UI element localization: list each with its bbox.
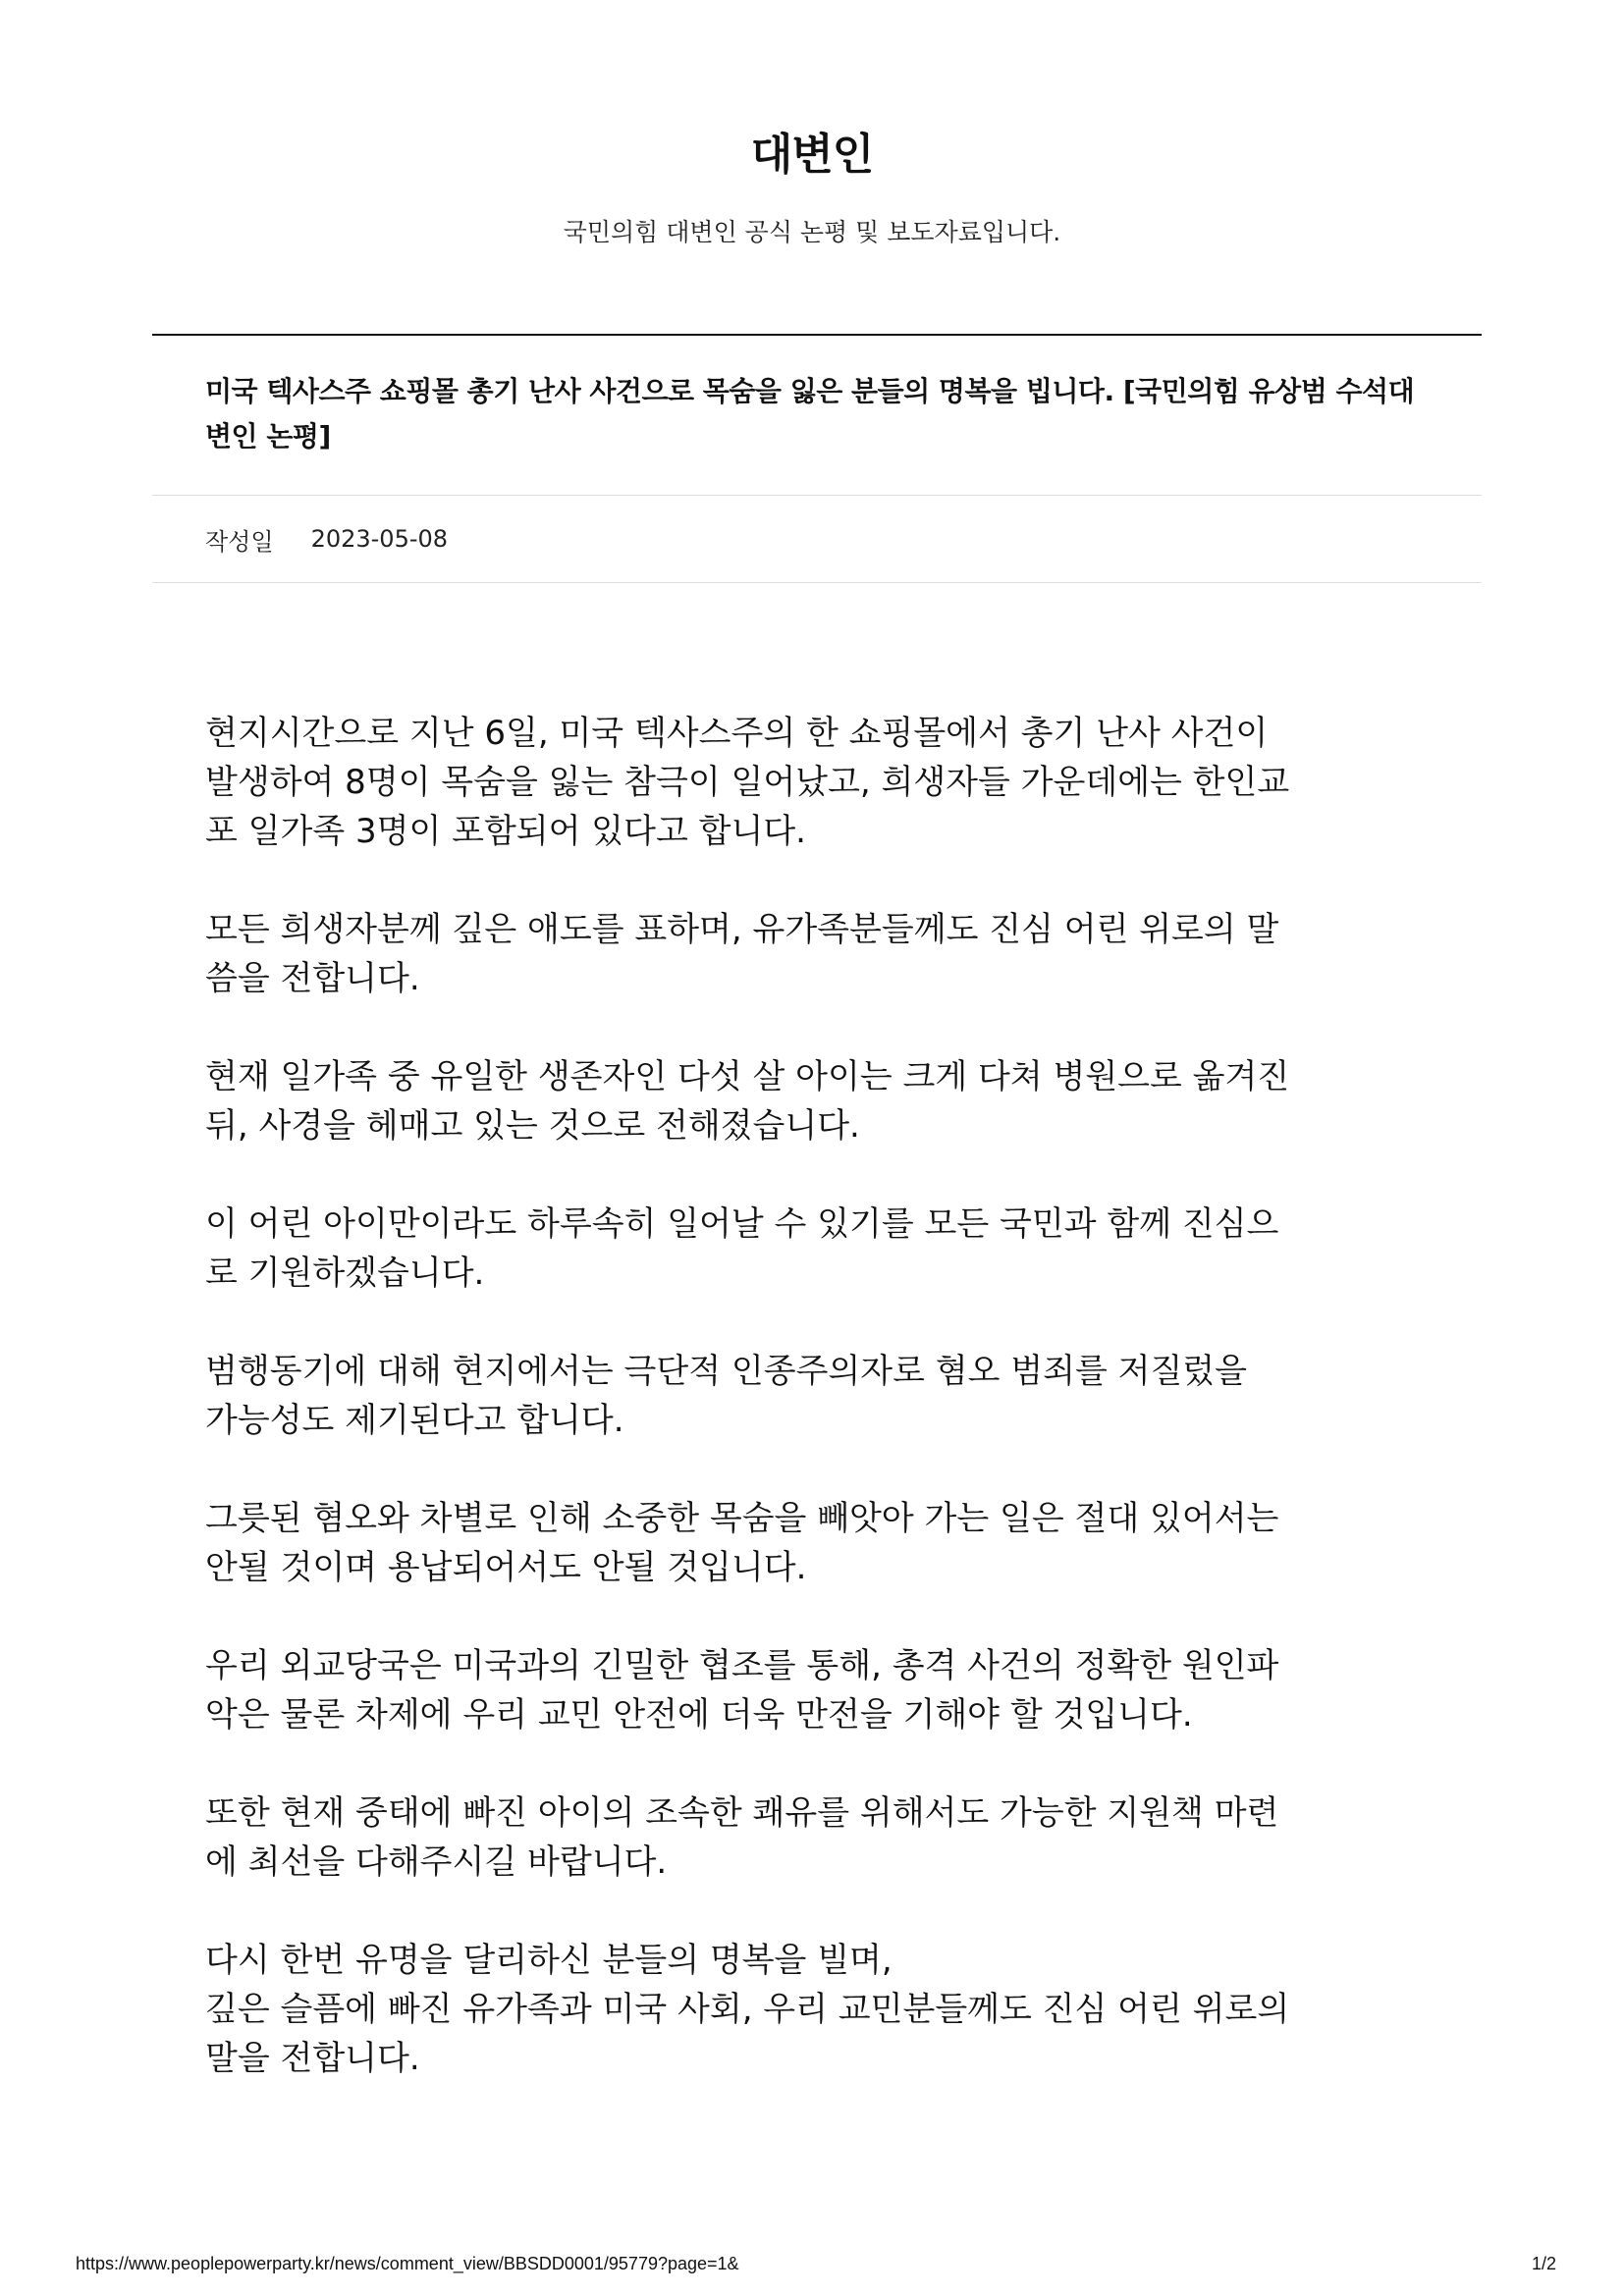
page-title: 대변인 xyxy=(750,130,874,180)
date-label: 작성일 xyxy=(205,527,274,556)
date-value: 2023-05-08 xyxy=(310,525,449,553)
paragraph: 현재 일가족 중 유일한 생존자인 다섯 살 아이는 크게 다쳐 병원으로 옮겨진 뒤, 사경을 헤매고 있는 것으로 전해졌습니다. xyxy=(205,1057,1290,1146)
paragraph: 범행동기에 대해 현지에서는 극단적 인종주의자로 혐오 범죄를 저질렀을 가능성도 제기된다고 합니다. xyxy=(205,1352,1247,1440)
meta-row xyxy=(152,496,1482,582)
paragraph: 이 어린 아이만이라도 하루속히 일어날 수 있기를 모든 국민과 함께 진심으 로 기원하겠습니다. xyxy=(205,1204,1279,1293)
article-body xyxy=(205,709,1472,2132)
paragraph: 현지시간으로 지난 6일, 미국 텍사스주의 한 쇼핑몰에서 총기 난사 사건이 발생하여 8명이 목숨을 잃는 참극이 일어났고, 희생자들 가운데에는 한인교 포 일가족 3명이 포함되어 있다고 합니다. xyxy=(205,714,1290,851)
paragraph: 모든 희생자분께 깊은 애도를 표하며, 유가족분들께도 진심 어린 위로의 말 씀을 전합니다. xyxy=(205,910,1279,998)
paragraph: 다시 한번 유명을 달리하신 분들의 명복을 빌며, 깊은 슬픔에 빠진 유가족과 미국 사회, 우리 교민분들께도 진심 어린 위로의 말을 전합니다. xyxy=(205,1941,1290,2078)
paragraph: 그릇된 혐오와 차별로 인해 소중한 목숨을 빼앗아 가는 일은 절대 있어서는 안될 것이며 용납되어서도 안될 것입니다. xyxy=(205,1499,1279,1587)
paragraph: 또한 현재 중태에 빠진 아이의 조속한 쾌유를 위해서도 가능한 지원책 마련 에 최선을 다해주시길 바랍니다. xyxy=(205,1793,1279,1882)
paragraph: 우리 외교당국은 미국과의 긴밀한 협조를 통해, 총격 사건의 정확한 원인파 악은 물론 차제에 우리 교민 안전에 더욱 만전을 기해야 할 것입니다. xyxy=(205,1646,1279,1735)
footer-url: https://www.peoplepowerparty.kr/news/comment_view/BBSDD0001/95779?page=1& xyxy=(76,2254,739,2273)
page-number: 1/2 xyxy=(1532,2254,1557,2273)
article-title: 미국 텍사스주 쇼핑몰 총기 난사 사건으로 목숨을 잃은 분들의 명복을 빕니다. [국민의힘 유상범 수석대변인 논평] xyxy=(205,375,1415,453)
article-header xyxy=(152,334,1482,583)
meta-divider xyxy=(152,582,1482,583)
page-header xyxy=(0,126,1624,249)
page-subtitle: 국민의힘 대변인 공식 논평 및 보도자료입니다. xyxy=(563,218,1061,246)
